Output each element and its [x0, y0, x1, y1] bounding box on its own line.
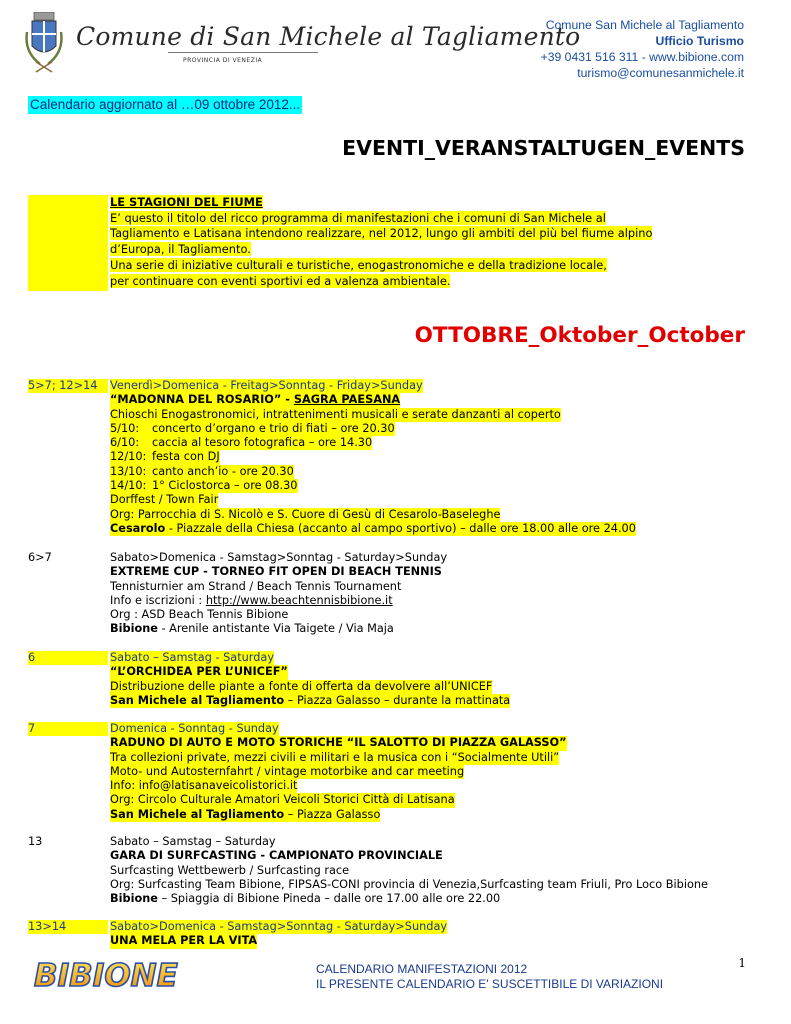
- municipal-crest-icon: [24, 12, 64, 76]
- bibione-logo-text: BIBIONE: [34, 958, 178, 994]
- event-alt-title: Dorffest / Town Fair: [110, 493, 219, 507]
- event-date: 5>7; 12>14: [28, 379, 108, 393]
- event-date: 13>14: [28, 920, 108, 934]
- event-location: Bibione – Spiaggia di Bibione Pineda – dalle ore 17.00 alle ore 22.00: [110, 892, 501, 906]
- header-rule: [168, 52, 318, 53]
- event-date: 7: [28, 722, 108, 736]
- footer-text: [316, 962, 663, 992]
- event-alt-title: Surfcasting Wettbewerb / Surfcasting race: [110, 863, 350, 877]
- footer-calendar-title: CALENDARIO MANIFESTAZIONI 2012: [316, 962, 528, 976]
- month-heading: OTTOBRE_Oktober_October: [414, 323, 745, 348]
- event-organizer: Org : ASD Beach Tennis Bibione: [110, 608, 289, 622]
- event-description: Chioschi Enogastronomici, intrattenimenti musicali e serate danzanti al coperto: [110, 407, 561, 421]
- event-schedule-item: 12/10: festa con DJ: [110, 450, 220, 464]
- event-extreme-cup: [28, 551, 758, 637]
- contact-email[interactable]: turismo@comunesanmichele.it: [577, 66, 744, 80]
- event-info-link[interactable]: http://www.beachtennisbibione.it: [205, 593, 393, 607]
- intro-highlight-marker: [28, 195, 108, 291]
- intro-section: [110, 195, 750, 289]
- main-heading: EVENTI_VERANSTALTUGEN_EVENTS: [342, 136, 745, 160]
- intro-line: Tagliamento e Latisana intendono realizzare, nel 2012, lungo gli ambiti del più bel fiume alpino: [110, 226, 653, 241]
- bibione-logo-icon: [30, 952, 190, 996]
- event-days: Sabato – Samstag - Saturday: [110, 651, 275, 664]
- page-number: 1: [738, 956, 746, 970]
- intro-line: d’Europa, il Tagliamento.: [110, 242, 251, 257]
- event-organizer: Org: Surfcasting Team Bibione, FIPSAS-CONI provincia di Venezia,Surfcasting team Friuli, Pro Loco Bibione: [110, 877, 708, 891]
- event-schedule-item: 5/10: concerto d’organo e trio di fiati – ore 20.30: [110, 421, 395, 435]
- intro-line: per continuare con eventi sportivi ed a valenza ambientale.: [110, 273, 451, 288]
- event-location: Cesarolo - Piazzale della Chiesa (accanto al campo sportivo) – dalle ore 18.00 alle ore 24.00: [110, 521, 636, 535]
- event-organizer: Org: Circolo Culturale Amatori Veicoli Storici Città di Latisana: [110, 793, 455, 807]
- contact-department: Ufficio Turismo: [655, 34, 744, 48]
- update-banner: Calendario aggiornato al …09 ottobre 2012...: [30, 97, 301, 112]
- event-info: Info e iscrizioni : http://www.beachtennisbibione.it: [110, 593, 393, 607]
- event-title: GARA DI SURFCASTING - CAMPIONATO PROVINCIALE: [110, 849, 443, 863]
- event-organizer: Org: Parrocchia di S. Nicolò e S. Cuore di Gesù di Cesarolo-Baseleghe: [110, 507, 501, 521]
- intro-line: Una serie di iniziative culturali e turistiche, enogastronomiche e della tradizione locale,: [110, 257, 607, 272]
- event-alt-title: Tennisturnier am Strand / Beach Tennis Tournament: [110, 579, 402, 593]
- event-title: “L’ORCHIDEA PER L’UNICEF”: [110, 665, 288, 679]
- event-date: 6: [28, 651, 108, 665]
- event-days: Sabato>Domenica - Samstag>Sonntag - Saturday>Sunday: [110, 920, 448, 933]
- footer-disclaimer: IL PRESENTE CALENDARIO E' SUSCETTIBILE DI VARIAZIONI: [316, 977, 664, 991]
- event-schedule-item: 6/10: caccia al tesoro fotografica – ore 14.30: [110, 436, 373, 450]
- contact-block: [541, 17, 744, 81]
- event-title: RADUNO DI AUTO E MOTO STORICHE “IL SALOTTO DI PIAZZA GALASSO”: [110, 736, 567, 750]
- event-title: EXTREME CUP - TORNEO FIT OPEN DI BEACH TENNIS: [110, 565, 442, 579]
- event-title: UNA MELA PER LA VITA: [110, 934, 258, 948]
- contact-office: Comune San Michele al Tagliamento: [545, 18, 744, 32]
- event-location: San Michele al Tagliamento – Piazza Galasso – durante la mattinata: [110, 693, 511, 707]
- event-alt-title: Moto- und Autosternfahrt / vintage motorbike and car meeting: [110, 764, 465, 778]
- event-days: Sabato>Domenica - Samstag>Sonntag - Saturday>Sunday: [110, 551, 448, 564]
- province-label: PROVINCIA DI VENEZIA: [183, 57, 263, 64]
- contact-phone-web[interactable]: +39 0431 516 311 - www.bibione.com: [540, 50, 744, 64]
- event-date: 13: [28, 835, 43, 848]
- event-location: San Michele al Tagliamento – Piazza Galasso: [110, 807, 381, 821]
- event-days: Venerdì>Domenica - Freitag>Sonntag - Friday>Sunday: [110, 379, 423, 392]
- event-orchidea-unicef: [28, 651, 758, 708]
- event-description: Tra collezioni private, mezzi civili e militari e la musica con i “Socialmente Utili”: [110, 750, 560, 764]
- event-info[interactable]: Info: info@latisanaveicolistorici.it: [110, 779, 298, 793]
- intro-title: LE STAGIONI DEL FIUME: [110, 195, 263, 209]
- event-schedule-item: 14/10: 1° Ciclostorca – ore 08.30: [110, 479, 298, 493]
- intro-line: E’ questo il titolo del ricco programma di manifestazioni che i comuni di San Michele al: [110, 210, 606, 225]
- event-location: Bibione - Arenile antistante Via Taigete / Via Maja: [110, 622, 394, 636]
- event-description: Distribuzione delle piante a fonte di offerta da devolvere all’UNICEF: [110, 679, 493, 693]
- event-raduno-auto-moto: [28, 722, 758, 822]
- event-una-mela-per-la-vita: [28, 920, 758, 949]
- municipality-name: Comune di San Michele al Tagliamento: [76, 22, 581, 51]
- event-date: 6>7: [28, 551, 52, 564]
- event-surfcasting: [28, 835, 758, 906]
- event-madonna-del-rosario: [28, 379, 758, 536]
- event-title: “MADONNA DEL ROSARIO” - SAGRA PAESANA: [110, 393, 401, 407]
- event-days: Sabato – Samstag – Saturday: [110, 835, 276, 848]
- event-days: Domenica - Sonntag - Sunday: [110, 722, 279, 735]
- event-schedule-item: 13/10: canto anch’io - ore 20.30: [110, 464, 294, 478]
